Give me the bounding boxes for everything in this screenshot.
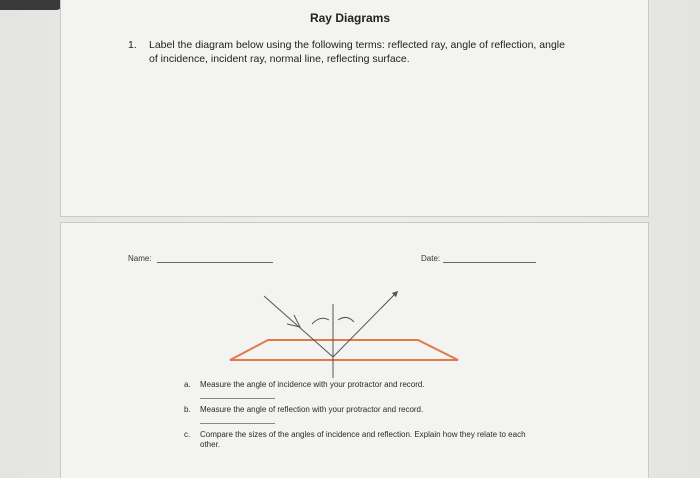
sub-question-a-text: Measure the angle of incidence with your protractor and record. <box>200 380 425 389</box>
question-1-text: Label the diagram below using the following terms: reflected ray, angle of reflection, angle of incidence, incident ray, normal line, reflecting surface. <box>149 39 565 65</box>
sub-question-b-text: Measure the angle of reflection with your protractor and record. <box>200 405 424 414</box>
sub-question-c-letter: c. <box>184 430 191 439</box>
date-label: Date: <box>421 254 441 263</box>
sub-question-b-letter: b. <box>184 405 191 414</box>
reflecting-surface <box>230 340 458 360</box>
reflected-ray <box>333 293 396 357</box>
incident-arrow-icon <box>287 315 300 327</box>
question-1-number: 1. <box>128 39 137 51</box>
answer-line-a[interactable] <box>200 398 275 399</box>
answer-line-b[interactable] <box>200 423 275 424</box>
angle-of-incidence-arc <box>312 318 329 324</box>
page-title: Ray Diagrams <box>309 11 391 25</box>
sub-question-a-letter: a. <box>184 380 191 389</box>
name-label: Name: <box>128 254 152 263</box>
angle-of-reflection-arc <box>338 317 354 322</box>
sub-question-c-text: Compare the sizes of the angles of incidence and reflection. Explain how they relate to each other. <box>200 430 526 449</box>
